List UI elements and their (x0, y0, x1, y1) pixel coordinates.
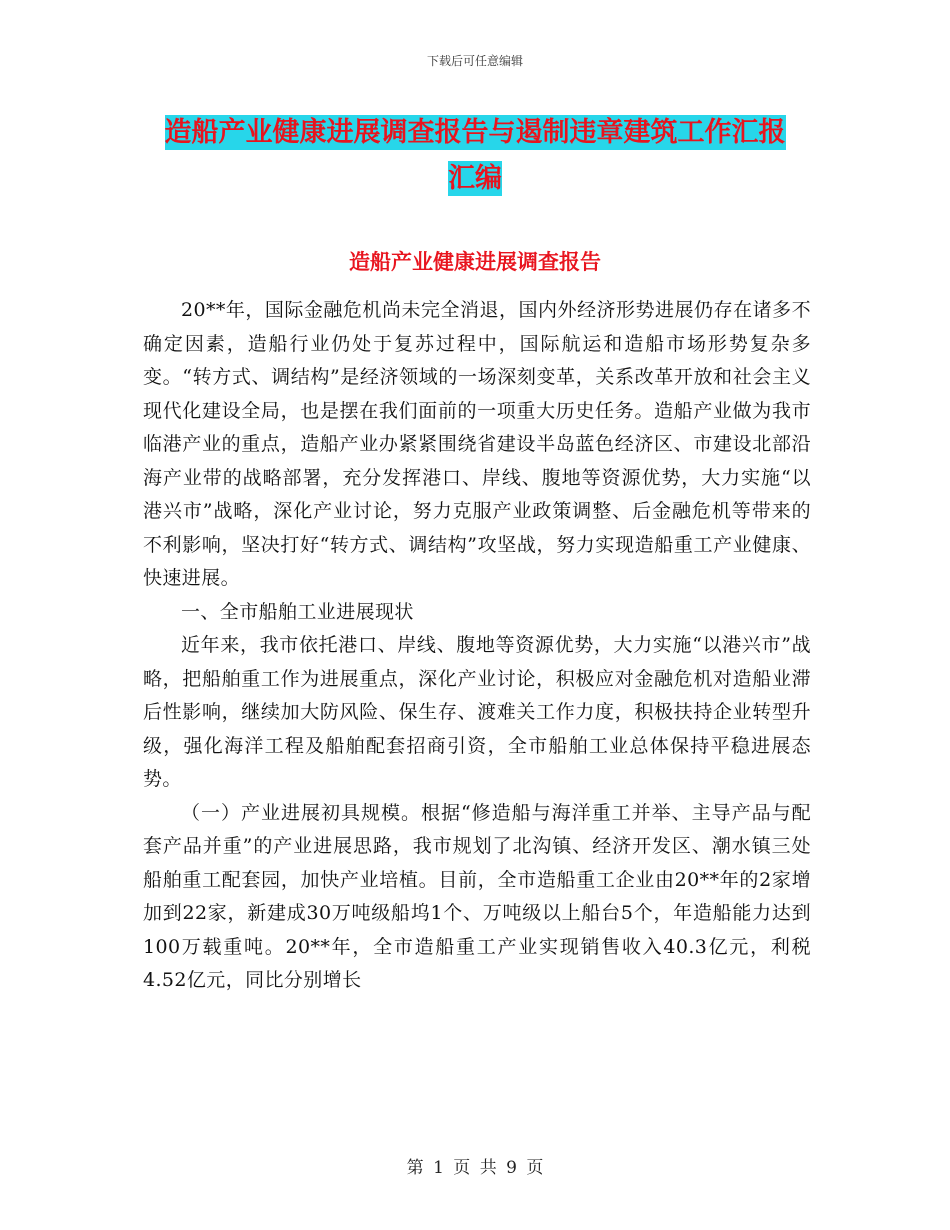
document-body (143, 294, 811, 998)
paragraph-intro: 20**年，国际金融危机尚未完全消退，国内外经济形势进展仍存在诸多不确定因素，造船行业仍处于复苏过程中，国际航运和造船市场形势复杂多变。“转方式、调结构”是经济领域的一场深刻变革，关系改革开放和社会主义现代化建设全局，也是摆在我们面前的一项重大历史任务。造船产业做为我市临港产业的重点，造船产业办紧紧围绕省建设半岛蓝色经济区、市建设北部沿海产业带的战略部署，充分发挥港口、岸线、腹地等资源优势，大力实施“以港兴市”战略，深化产业讨论，努力克服产业政策调整、后金融危机等带来的不利影响，坚决打好“转方式、调结构”攻坚战，努力实现造船重工产业健康、快速进展。 (143, 299, 811, 589)
document-title-line-1: 造船产业健康进展调查报告与遏制违章建筑工作汇报 (164, 117, 786, 148)
paragraph-recent-years: 近年来，我市依托港口、岸线、腹地等资源优势，大力实施“以港兴市”战略，把船舶重工作为进展重点，深化产业讨论，积极应对金融危机对造船业滞后性影响，继续加大防风险、保生存、渡难关工作力度，积极扶持企业转型升级，强化海洋工程及船舶配套招商引资，全市船舶工业总体保持平稳进展态势。 (143, 634, 811, 790)
document-title-line-2: 汇编 (448, 163, 502, 194)
page-header-note: 下载后可任意编辑 (426, 54, 523, 68)
section-title: 造船产业健康进展调查报告 (349, 250, 601, 274)
paragraph-industry-scale: （一）产业进展初具规模。根据“修造船与海洋重工并举、主导产品与配套产品并重”的产业进展思路，我市规划了北沟镇、经济开发区、潮水镇三处船舶重工配套园，加快产业培植。目前，全市造船重工企业由20**年的2家增加到22家，新建成30万吨级船坞1个、万吨级以上船台5个，年造船能力达到100万载重吨。20**年，全市造船重工产业实现销售收入40.3亿元，利税4.52亿元，同比分别增长 (143, 801, 811, 991)
heading-current-status: 一、全市船舶工业进展现状 (181, 600, 414, 623)
document-title (140, 110, 810, 202)
page-number: 第 1 页 共 9 页 (406, 1158, 544, 1178)
